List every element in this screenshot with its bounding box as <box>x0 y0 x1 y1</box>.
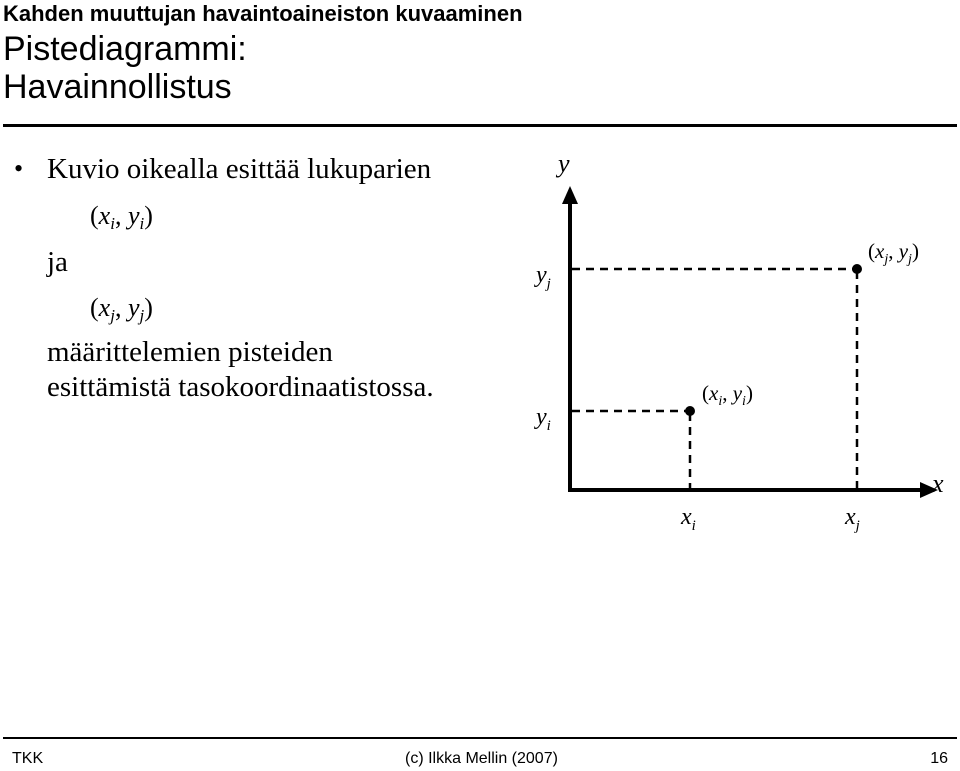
body-text-line-2: esittämistä tasokoordinaatistossa. <box>47 371 434 403</box>
y-axis-label: y <box>558 149 570 178</box>
point-i <box>685 406 695 416</box>
tick-label-y-j: $y_j$ <box>536 262 551 292</box>
point-j <box>852 264 862 274</box>
bullet-icon: • <box>14 154 24 183</box>
footer-divider <box>3 737 957 739</box>
supertitle: Kahden muuttujan havaintoaineiston kuvaaminen <box>3 1 523 26</box>
point-i-label: ($x_i$, $y_i$) <box>702 381 753 409</box>
tick-label-x-i: $x_i$ <box>681 504 696 534</box>
point-j-label: ($x_j$, $y_j$) <box>868 239 919 267</box>
tick-label-y-i: $y_i$ <box>536 404 551 434</box>
pair-j-expression: ($x_j$, $y_j$) <box>90 293 153 325</box>
pair-i-expression: ($x_i$, $y_i$) <box>90 201 153 233</box>
footer-center: (c) Ilkka Mellin (2007) <box>405 750 558 767</box>
x-axis-label: x <box>932 469 944 498</box>
y-axis-arrowhead <box>562 186 578 204</box>
title-line-1: Pistediagrammi: <box>3 30 247 68</box>
body-text-line-1: määrittelemien pisteiden <box>47 336 333 368</box>
conjunction-text: ja <box>47 246 68 278</box>
page-number: 16 <box>930 750 948 767</box>
bullet-text: Kuvio oikealla esittää lukuparien <box>47 153 432 185</box>
title-line-2: Havainnollistus <box>3 68 232 106</box>
footer-left: TKK <box>12 750 44 767</box>
tick-label-x-j: $x_j$ <box>845 504 860 534</box>
